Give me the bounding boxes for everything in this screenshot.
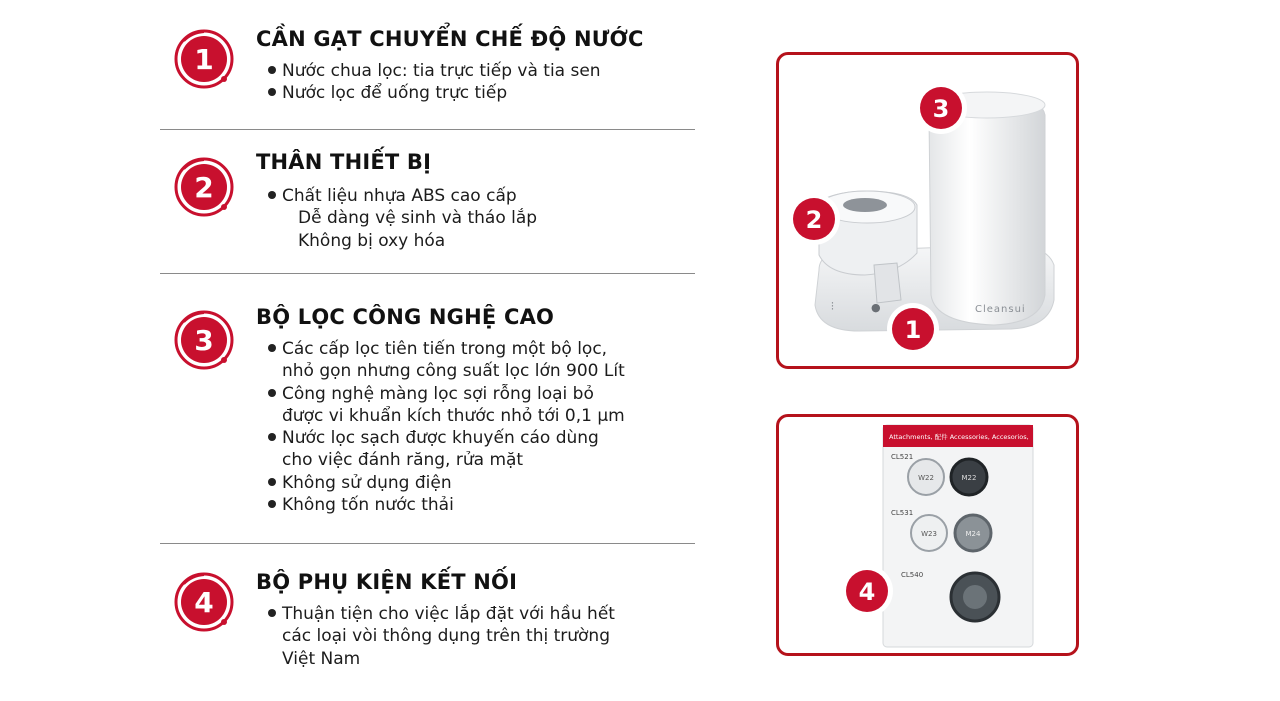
svg-text:W22: W22 [918, 474, 934, 482]
number-badge-1 [174, 29, 234, 89]
section-title: THÂN THIẾT BỊ [256, 150, 432, 174]
bullet-list [268, 338, 625, 516]
list-item: các loại vòi thông dụng trên thị trường [282, 626, 610, 647]
callout-2 [788, 193, 840, 245]
list-item: cho việc đánh răng, rửa mặt [282, 450, 524, 471]
svg-text:1: 1 [194, 43, 214, 76]
svg-text:W23: W23 [921, 530, 937, 538]
list-item: Nước lọc sạch được khuyến cáo dùng [268, 427, 625, 449]
section-divider [160, 273, 695, 274]
bullet-dot-icon [268, 433, 276, 441]
svg-text:3: 3 [932, 95, 950, 123]
section-title: BỘ PHỤ KIỆN KẾT NỐI [256, 570, 518, 594]
svg-text:CL521: CL521 [891, 453, 914, 461]
accessory-pack-illustration [779, 417, 1076, 653]
list-item: Không tốn nước thải [268, 494, 625, 516]
section-2 [160, 145, 695, 265]
svg-text:M24: M24 [965, 530, 981, 538]
shower-mode-icon: ⫶ [831, 300, 834, 313]
svg-text:4: 4 [858, 578, 876, 606]
list-item: Thuận tiện cho việc lắp đặt với hầu hết [268, 603, 615, 625]
section-title: CẦN GẠT CHUYỂN CHẾ ĐỘ NƯỚC [256, 27, 644, 51]
section-divider [160, 129, 695, 130]
svg-text:M22: M22 [961, 474, 977, 482]
svg-text:CL540: CL540 [901, 571, 924, 579]
list-item: Việt Nam [282, 648, 361, 669]
list-item: Chất liệu nhựa ABS cao cấp [268, 185, 537, 207]
section-4 [160, 560, 695, 680]
svg-text:1: 1 [904, 316, 922, 344]
list-item: Công nghệ màng lọc sợi rỗng loại bỏ [268, 383, 625, 405]
bullet-list [268, 185, 537, 252]
red-circle-badge-icon [174, 572, 234, 632]
bullet-dot-icon [268, 478, 276, 486]
svg-text:4: 4 [194, 586, 214, 619]
section-title: BỘ LỌC CÔNG NGHỆ CAO [256, 305, 555, 329]
bullet-dot-icon [268, 389, 276, 397]
bullet-list [268, 603, 615, 670]
section-1 [160, 22, 695, 122]
svg-text:2: 2 [805, 206, 823, 234]
bullet-dot-icon [268, 344, 276, 352]
red-circle-badge-icon [174, 310, 234, 370]
red-circle-badge-icon [174, 157, 234, 217]
accessory-image-frame [776, 414, 1079, 656]
callout-3 [915, 82, 967, 134]
list-item: Nước lọc để uống trực tiếp [268, 82, 601, 104]
list-item: Dễ dàng vệ sinh và tháo lắp [298, 208, 538, 229]
brand-logo: Cleansui [975, 304, 1026, 315]
list-item: Nước chua lọc: tia trực tiếp và tia sen [268, 60, 601, 82]
list-item: được vi khuẩn kích thước nhỏ tới 0,1 µm [282, 405, 625, 426]
number-badge-4 [174, 572, 234, 632]
drop-mode-icon: ● [871, 301, 881, 314]
svg-text:Attachments, 配件 Accessories,: Attachments, 配件 Accessories, Accesorios, [889, 433, 1029, 441]
bullet-list [268, 60, 601, 105]
section-divider [160, 543, 695, 544]
bullet-dot-icon [268, 609, 276, 617]
list-item: Không bị oxy hóa [298, 230, 446, 251]
callout-4 [841, 565, 893, 617]
bullet-dot-icon [268, 191, 276, 199]
bullet-dot-icon [268, 66, 276, 74]
water-filter-illustration [779, 55, 1076, 366]
list-item: Các cấp lọc tiên tiến trong một bộ lọc, [268, 338, 625, 360]
svg-text:3: 3 [194, 324, 214, 357]
callout-1 [887, 303, 939, 355]
bullet-dot-icon [268, 500, 276, 508]
red-circle-badge-icon [174, 29, 234, 89]
bullet-dot-icon [268, 88, 276, 96]
svg-text:CL531: CL531 [891, 509, 914, 517]
number-badge-3 [174, 310, 234, 370]
list-item: nhỏ gọn nhưng công suất lọc lớn 900 Lít [282, 361, 625, 382]
section-3 [160, 290, 695, 530]
number-badge-2 [174, 157, 234, 217]
svg-text:2: 2 [194, 171, 214, 204]
list-item: Không sử dụng điện [268, 472, 625, 494]
product-image-frame [776, 52, 1079, 369]
